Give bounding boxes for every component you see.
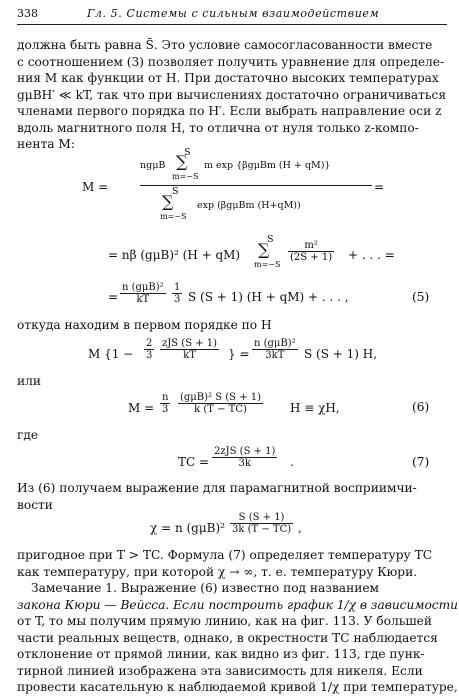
fraction-denominator: 3 — [146, 350, 153, 361]
equation-5-fraction — [82, 147, 385, 240]
fraction-denominator: 3k (T − TC) — [232, 524, 292, 535]
eq6-fraction-1 — [160, 392, 170, 415]
eq-chi-tail: , — [298, 521, 302, 535]
fraction-numerator: S (S + 1) — [230, 512, 293, 524]
fraction-numerator: zJS (S + 1) — [162, 338, 218, 349]
page-number: 338 — [17, 7, 38, 20]
eq6a-mid: } = — [228, 347, 250, 361]
fraction-denominator: kT — [183, 350, 196, 361]
text-line: Замечание 1. Выражение (6) известно под названием — [31, 581, 380, 595]
eq-line2-sum-top: S — [267, 234, 274, 245]
text-line: нента M: — [17, 137, 75, 151]
paragraph-3 — [17, 480, 447, 513]
eq-line3-tail: S (S + 1) (H + qM) + . . . , — [188, 290, 349, 304]
text-line: членами первого порядка по H′. Если выбрать направление оси z — [17, 104, 442, 118]
eq-line3-lhs: = — [108, 290, 119, 304]
sum-symbol: ∑ — [162, 192, 174, 211]
eq-line2-sum-bottom: m=−S — [254, 260, 281, 269]
text-line: от T, то мы получим прямую линию, как на фиг. 113. У большей — [17, 614, 433, 628]
equation-number-6: (6) — [412, 400, 430, 414]
eq-line2-lhs: = nβ (gμB)² (H + qM) — [108, 248, 241, 262]
text-line: Из (6) получаем выражение для парамагнитной восприимчи- — [17, 481, 417, 495]
text-line: должна быть равна S̄. Это условие самосогласованности вместе — [17, 38, 433, 52]
text-line: тирной линией изображена эта зависимость для никеля. Если — [17, 663, 423, 678]
eq-num-sum-bottom: m=−S — [172, 172, 199, 181]
eq-num-body: m exp {βgμBm (H + qM)} — [204, 160, 331, 171]
text-line: отклонение от прямой линии, как видно из фиг. 113, где пунк- — [17, 647, 425, 661]
text-line: как температуру, при которой χ → ∞, т. е. температуру Кюри. — [17, 564, 418, 579]
eq-chi-lhs: χ = n (gμB)² — [150, 521, 225, 535]
text-line: ния M как функции от H. При достаточно высоких температурах — [17, 71, 439, 85]
paragraph-5 — [17, 580, 459, 696]
fraction-numerator: 1 — [174, 282, 181, 293]
eq-den-sum-top: S — [172, 186, 179, 197]
fraction-numerator: n — [162, 392, 169, 403]
fraction-numerator: m² — [288, 240, 334, 252]
eq6a-fraction-2 — [160, 338, 219, 361]
fraction-numerator: 2zJS (S + 1) — [214, 446, 276, 457]
text-line: закона Кюри — Вейсса. Если построить график 1/χ в зависимости — [17, 597, 459, 612]
eq6a-fraction-3 — [252, 338, 298, 361]
fraction-denominator: (2S + 1) — [290, 252, 333, 263]
equation-number-7: (7) — [412, 455, 430, 469]
eq-den-body: exp (βgμBm (H+qM)) — [197, 200, 301, 211]
equation-5-line2 — [108, 234, 408, 278]
equation-6 — [128, 392, 388, 426]
equation-6a — [88, 338, 388, 372]
text-line: провести касательную к наблюдаемой кривой 1/χ при температуре, — [17, 680, 458, 694]
eq7-fraction — [212, 446, 277, 469]
eq-line3-fraction-2 — [172, 282, 182, 305]
text-line: gμBH′ ≪ kT, так что при вычислениях достаточно ограничиваться — [17, 87, 447, 102]
fraction-numerator: (gμB)² S (S + 1) — [180, 392, 262, 403]
text-line: вости — [17, 497, 53, 512]
fraction-denominator: 3 — [162, 404, 169, 415]
eq7-tail: . — [290, 455, 294, 469]
paragraph-4 — [17, 547, 447, 580]
text-line: части реальных веществ, однако, в окрестности TC наблюдается — [17, 630, 438, 645]
text-line: вдоль магнитного поля H, то отлична от нуля только z-компо- — [17, 120, 419, 135]
eq-lhs: M = — [82, 180, 109, 194]
fraction-numerator: n (gμB)² — [122, 282, 164, 293]
eq6a-fraction-1 — [144, 338, 154, 361]
sum-symbol: ∑ — [176, 152, 188, 171]
eq6-fraction-2 — [178, 392, 263, 415]
fraction-denominator: kT — [136, 294, 150, 305]
paragraph-1 — [17, 37, 447, 153]
eq-den-sum-bottom: m=−S — [160, 212, 187, 221]
fraction-denominator: k (T − TC) — [194, 404, 247, 415]
text-line: пригодное при T > TC. Формула (7) определяет температуру TC — [17, 548, 433, 562]
running-header — [17, 6, 447, 25]
sum-symbol: ∑ — [258, 240, 270, 259]
eq-chi-fraction — [230, 512, 293, 535]
equation-chi — [150, 512, 350, 546]
eq7-lhs: TC = — [178, 455, 210, 469]
eq6a-tail: S (S + 1) H, — [304, 347, 378, 361]
eq6-lhs: M = — [128, 401, 155, 415]
eq-line2-fraction — [288, 240, 334, 263]
eq6a-lhs: M {1 − — [88, 347, 134, 361]
eq6-tail: H ≡ χH, — [290, 401, 340, 415]
eq-line3-fraction-1 — [120, 282, 166, 305]
word-where: где — [17, 428, 39, 442]
equation-number-5: (5) — [412, 290, 430, 304]
word-or: или — [17, 374, 41, 388]
fraction-denominator: 3k — [238, 458, 251, 469]
eq-sign: = — [374, 180, 385, 194]
eq-num-prefix: ngμB — [140, 160, 166, 171]
fraction-numerator: n (gμB)² — [254, 338, 296, 349]
running-title: Гл. 5. Системы с сильным взаимодействием — [87, 7, 380, 20]
equation-7 — [178, 446, 378, 480]
text-line: с соотношением (3) позволяет получить уравнение для определе- — [17, 54, 445, 69]
fraction-numerator: 2 — [146, 338, 153, 349]
text-line: откуда находим в первом порядке по H — [17, 318, 272, 332]
equation-5-line3 — [108, 282, 438, 318]
eq-num-sum-top: S — [184, 147, 191, 158]
fraction-denominator: 3kT — [265, 350, 285, 361]
fraction-denominator: 3 — [174, 294, 181, 305]
eq-line2-tail: + . . . = — [348, 248, 395, 262]
